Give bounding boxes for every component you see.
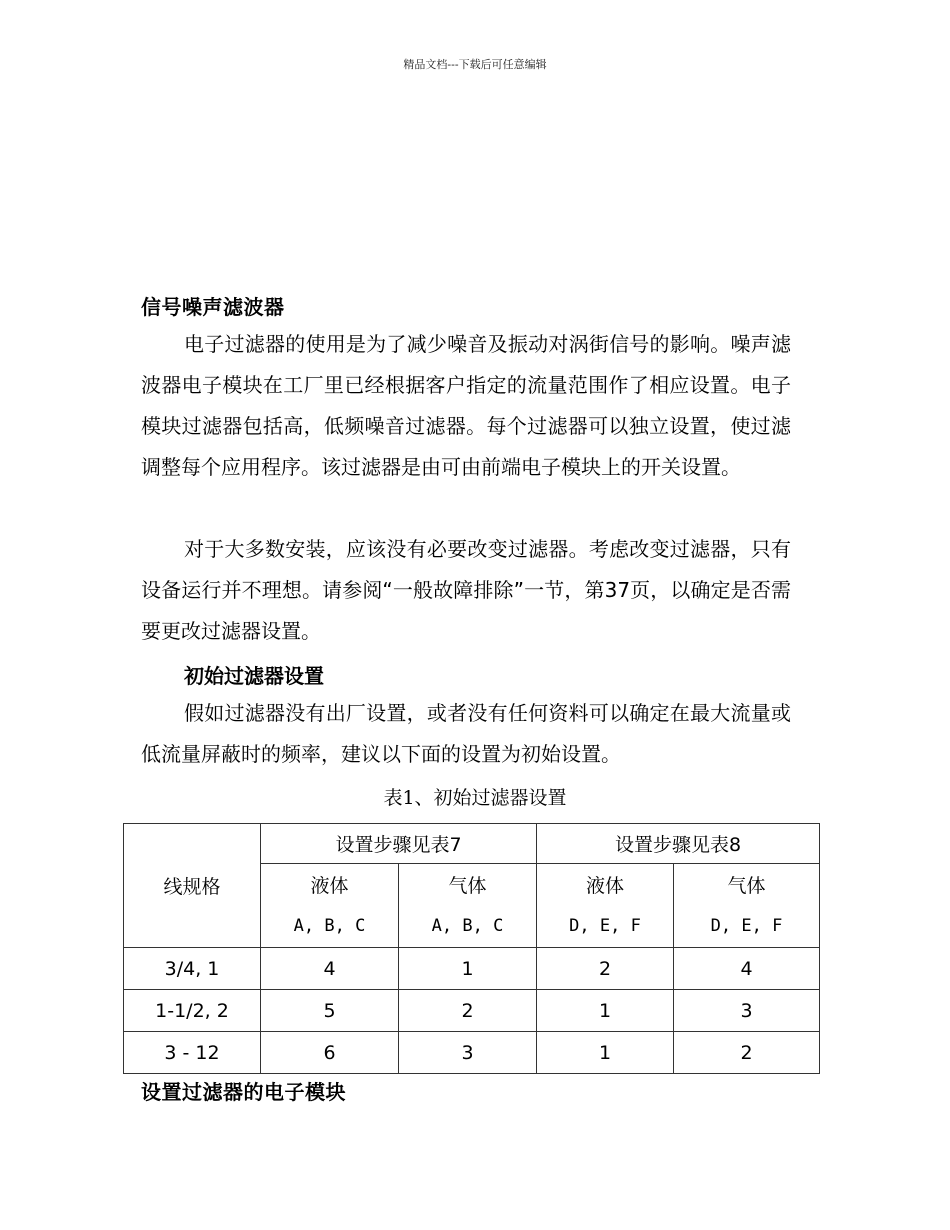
medium-name: 液体 (310, 874, 349, 897)
paragraph-initial-settings: 假如过滤器没有出厂设置，或者没有任何资料可以确定在最大流量或低流量屏蔽时的频率，建议以下面的设置为初始设置。 (141, 701, 791, 766)
setting-cell: 1 (537, 990, 674, 1032)
table-caption: 表1、初始过滤器设置 (383, 787, 567, 809)
medium-codes: D, E, F (569, 915, 641, 936)
line-size-cell: 3 - 12 (124, 1032, 261, 1074)
column-header-line-size: 线规格 (124, 824, 261, 948)
medium-name: 气体 (727, 874, 766, 897)
medium-header-gas-def (674, 864, 820, 948)
table-group-header-row (124, 824, 820, 864)
group-header-table8: 设置步骤见表8 (537, 824, 820, 864)
medium-header-gas-abc (399, 864, 537, 948)
table-row (124, 990, 820, 1032)
page-header-note: 精品文档---下载后可任意编辑 (403, 58, 547, 71)
setting-cell: 3 (674, 990, 820, 1032)
section-title-electronics-module: 设置过滤器的电子模块 (141, 1080, 346, 1104)
medium-name: 液体 (585, 874, 624, 897)
paragraph-filter-purpose: 电子过滤器的使用是为了减少噪音及振动对涡街信号的影响。噪声滤波器电子模块在工厂里已经根据客户指定的流量范围作了相应设置。电子模块过滤器包括高，低频噪音过滤器。每个过滤器可以独立设置，使过滤调整每个应用程序。该过滤器是由可由前端电子模块上的开关设置。 (141, 332, 791, 479)
line-size-cell: 1-1/2, 2 (124, 990, 261, 1032)
medium-header-liquid-abc (261, 864, 399, 948)
medium-codes: D, E, F (710, 915, 783, 936)
section-title-noise-filter: 信号噪声滤波器 (141, 295, 285, 319)
setting-cell: 4 (261, 948, 399, 990)
medium-codes: A, B, C (293, 915, 366, 936)
medium-codes: A, B, C (431, 915, 504, 936)
table-row (124, 948, 820, 990)
setting-cell: 5 (261, 990, 399, 1032)
medium-header-liquid-def (537, 864, 674, 948)
section-title-initial-settings: 初始过滤器设置 (184, 664, 324, 688)
setting-cell: 6 (261, 1032, 399, 1074)
setting-cell: 4 (674, 948, 820, 990)
group-header-table7: 设置步骤见表7 (261, 824, 537, 864)
setting-cell: 2 (537, 948, 674, 990)
setting-cell: 2 (674, 1032, 820, 1074)
table-row (124, 1032, 820, 1074)
setting-cell: 1 (399, 948, 537, 990)
medium-name: 气体 (448, 874, 487, 897)
paragraph-filter-change: 对于大多数安装，应该没有必要改变过滤器。考虑改变过滤器，只有设备运行并不理想。请参阅“一般故障排除”一节，第37页，以确定是否需要更改过滤器设置。 (141, 537, 791, 643)
setting-cell: 3 (399, 1032, 537, 1074)
initial-filter-settings-table (123, 823, 820, 1074)
setting-cell: 2 (399, 990, 537, 1032)
line-size-cell: 3/4, 1 (124, 948, 261, 990)
setting-cell: 1 (537, 1032, 674, 1074)
